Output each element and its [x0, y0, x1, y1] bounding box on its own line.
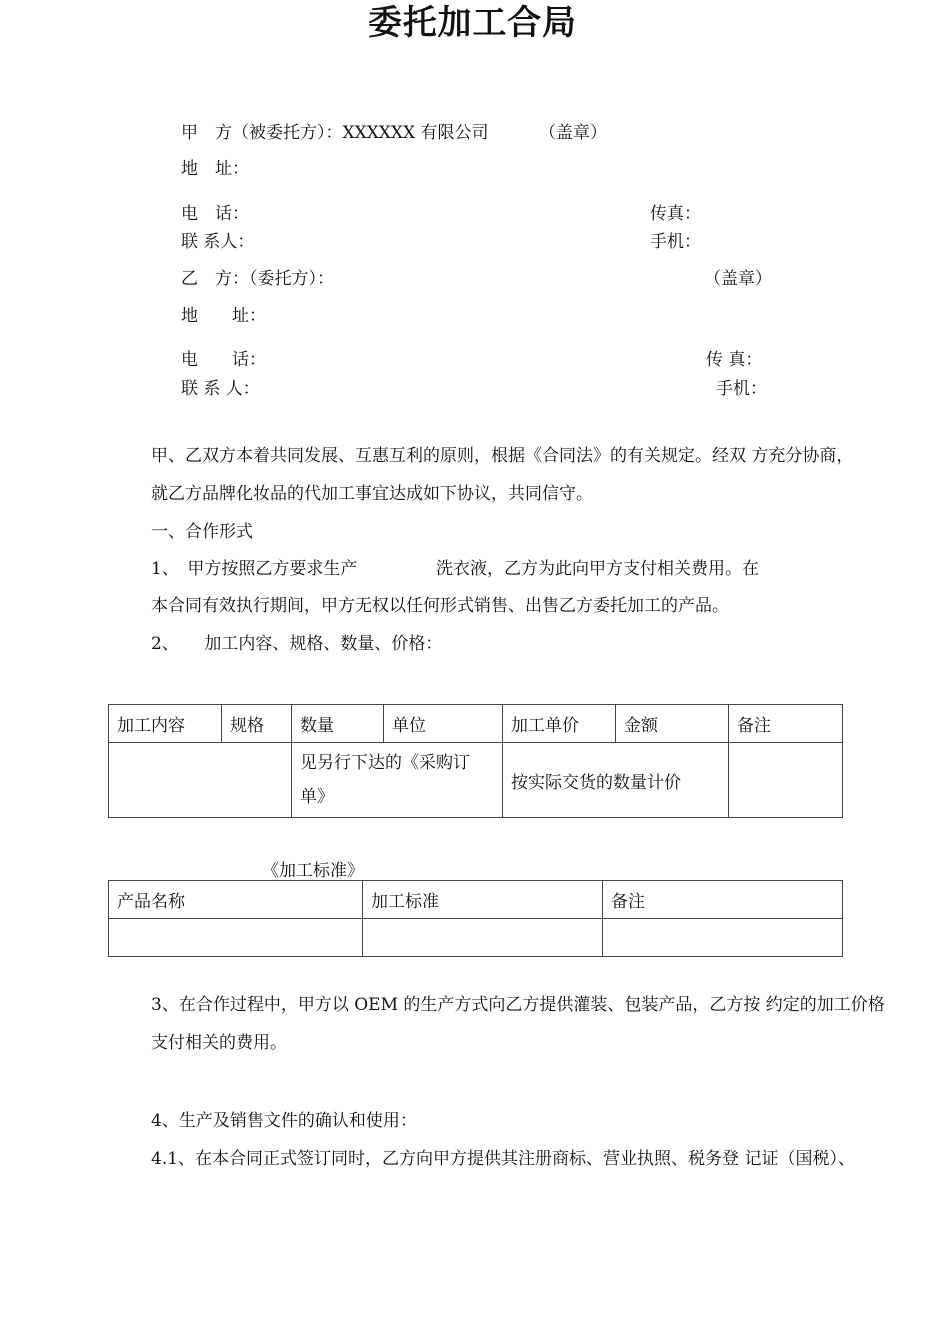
party-a-phone: 电 话： — [181, 204, 249, 224]
standards-table — [108, 880, 843, 957]
party-a-contact: 联 系人： — [181, 232, 255, 252]
empty-cell — [109, 919, 363, 957]
price-note-cell: 按实际交货的数量计价 — [503, 743, 729, 818]
header-cell: 备注 — [729, 705, 843, 743]
intro-line-1: 甲、乙双方本着共同发展、互惠互利的原则，根据《合同法》的有关规定。经双 方充分协商， — [151, 446, 854, 466]
empty-cell — [109, 743, 292, 818]
item-4-1: 4.1、在本合同正式签订同时，乙方向甲方提供其注册商标、营业执照、税务登 记证（国税）、 — [151, 1149, 855, 1169]
item-1-part-b: 洗衣液，乙方为此向甲方支付相关费用。在 — [436, 559, 759, 579]
party-b-phone: 电 话： — [181, 350, 266, 370]
empty-cell — [603, 919, 843, 957]
item-3-line-1: 3、在合作过程中，甲方以 OEM 的生产方式向乙方提供灌装、包装产品，乙方按 约定的加工价格 — [151, 995, 885, 1015]
header-cell: 金额 — [616, 705, 729, 743]
party-a-address: 地 址： — [181, 159, 249, 179]
standards-caption: 《加工标准》 — [262, 861, 364, 881]
table-row — [109, 743, 843, 818]
party-b-contact: 联 系 人： — [181, 379, 260, 399]
table-row — [109, 919, 843, 957]
document-title: 委托加工合局 — [368, 3, 577, 43]
party-b-address: 地 址： — [181, 306, 266, 326]
item-1-part-c: 本合同有效执行期间，甲方无权以任何形式销售、出售乙方委托加工的产品。 — [151, 596, 729, 616]
party-b-label: 乙 方：（委托方）： — [181, 269, 334, 289]
table-header-row — [109, 705, 843, 743]
party-a-mobile: 手机： — [650, 232, 701, 252]
section-1-heading: 一、合作形式 — [151, 522, 253, 542]
intro-line-2: 就乙方品牌化妆品的代加工事宜达成如下协议，共同信守。 — [151, 484, 593, 504]
item-1-part-a: 1、 甲方按照乙方要求生产 — [151, 559, 358, 579]
party-a-label: 甲 方（被委托方）：XXXXXX 有限公司 — [181, 123, 489, 143]
header-cell: 备注 — [603, 881, 843, 919]
item-3-line-2: 支付相关的费用。 — [151, 1033, 287, 1053]
processing-table — [108, 704, 843, 818]
empty-cell — [363, 919, 603, 957]
header-cell: 加工内容 — [109, 705, 222, 743]
party-b-mobile: 手机： — [716, 379, 767, 399]
header-cell: 规格 — [222, 705, 292, 743]
item-4-heading: 4、生产及销售文件的确认和使用： — [151, 1111, 417, 1131]
item-2: 2、 加工内容、规格、数量、价格： — [151, 634, 443, 654]
table-header-row — [109, 881, 843, 919]
header-cell: 加工单价 — [503, 705, 616, 743]
empty-cell — [729, 743, 843, 818]
header-cell: 单位 — [384, 705, 503, 743]
party-b-fax: 传 真： — [706, 350, 763, 370]
party-b-seal: （盖章） — [704, 269, 772, 289]
party-a-seal: （盖章） — [539, 123, 607, 143]
header-cell: 加工标准 — [363, 881, 603, 919]
quantity-note-cell: 见另行下达的《采购订单》 — [292, 743, 503, 818]
party-a-fax: 传真： — [650, 204, 701, 224]
header-cell: 产品名称 — [109, 881, 363, 919]
header-cell: 数量 — [292, 705, 384, 743]
